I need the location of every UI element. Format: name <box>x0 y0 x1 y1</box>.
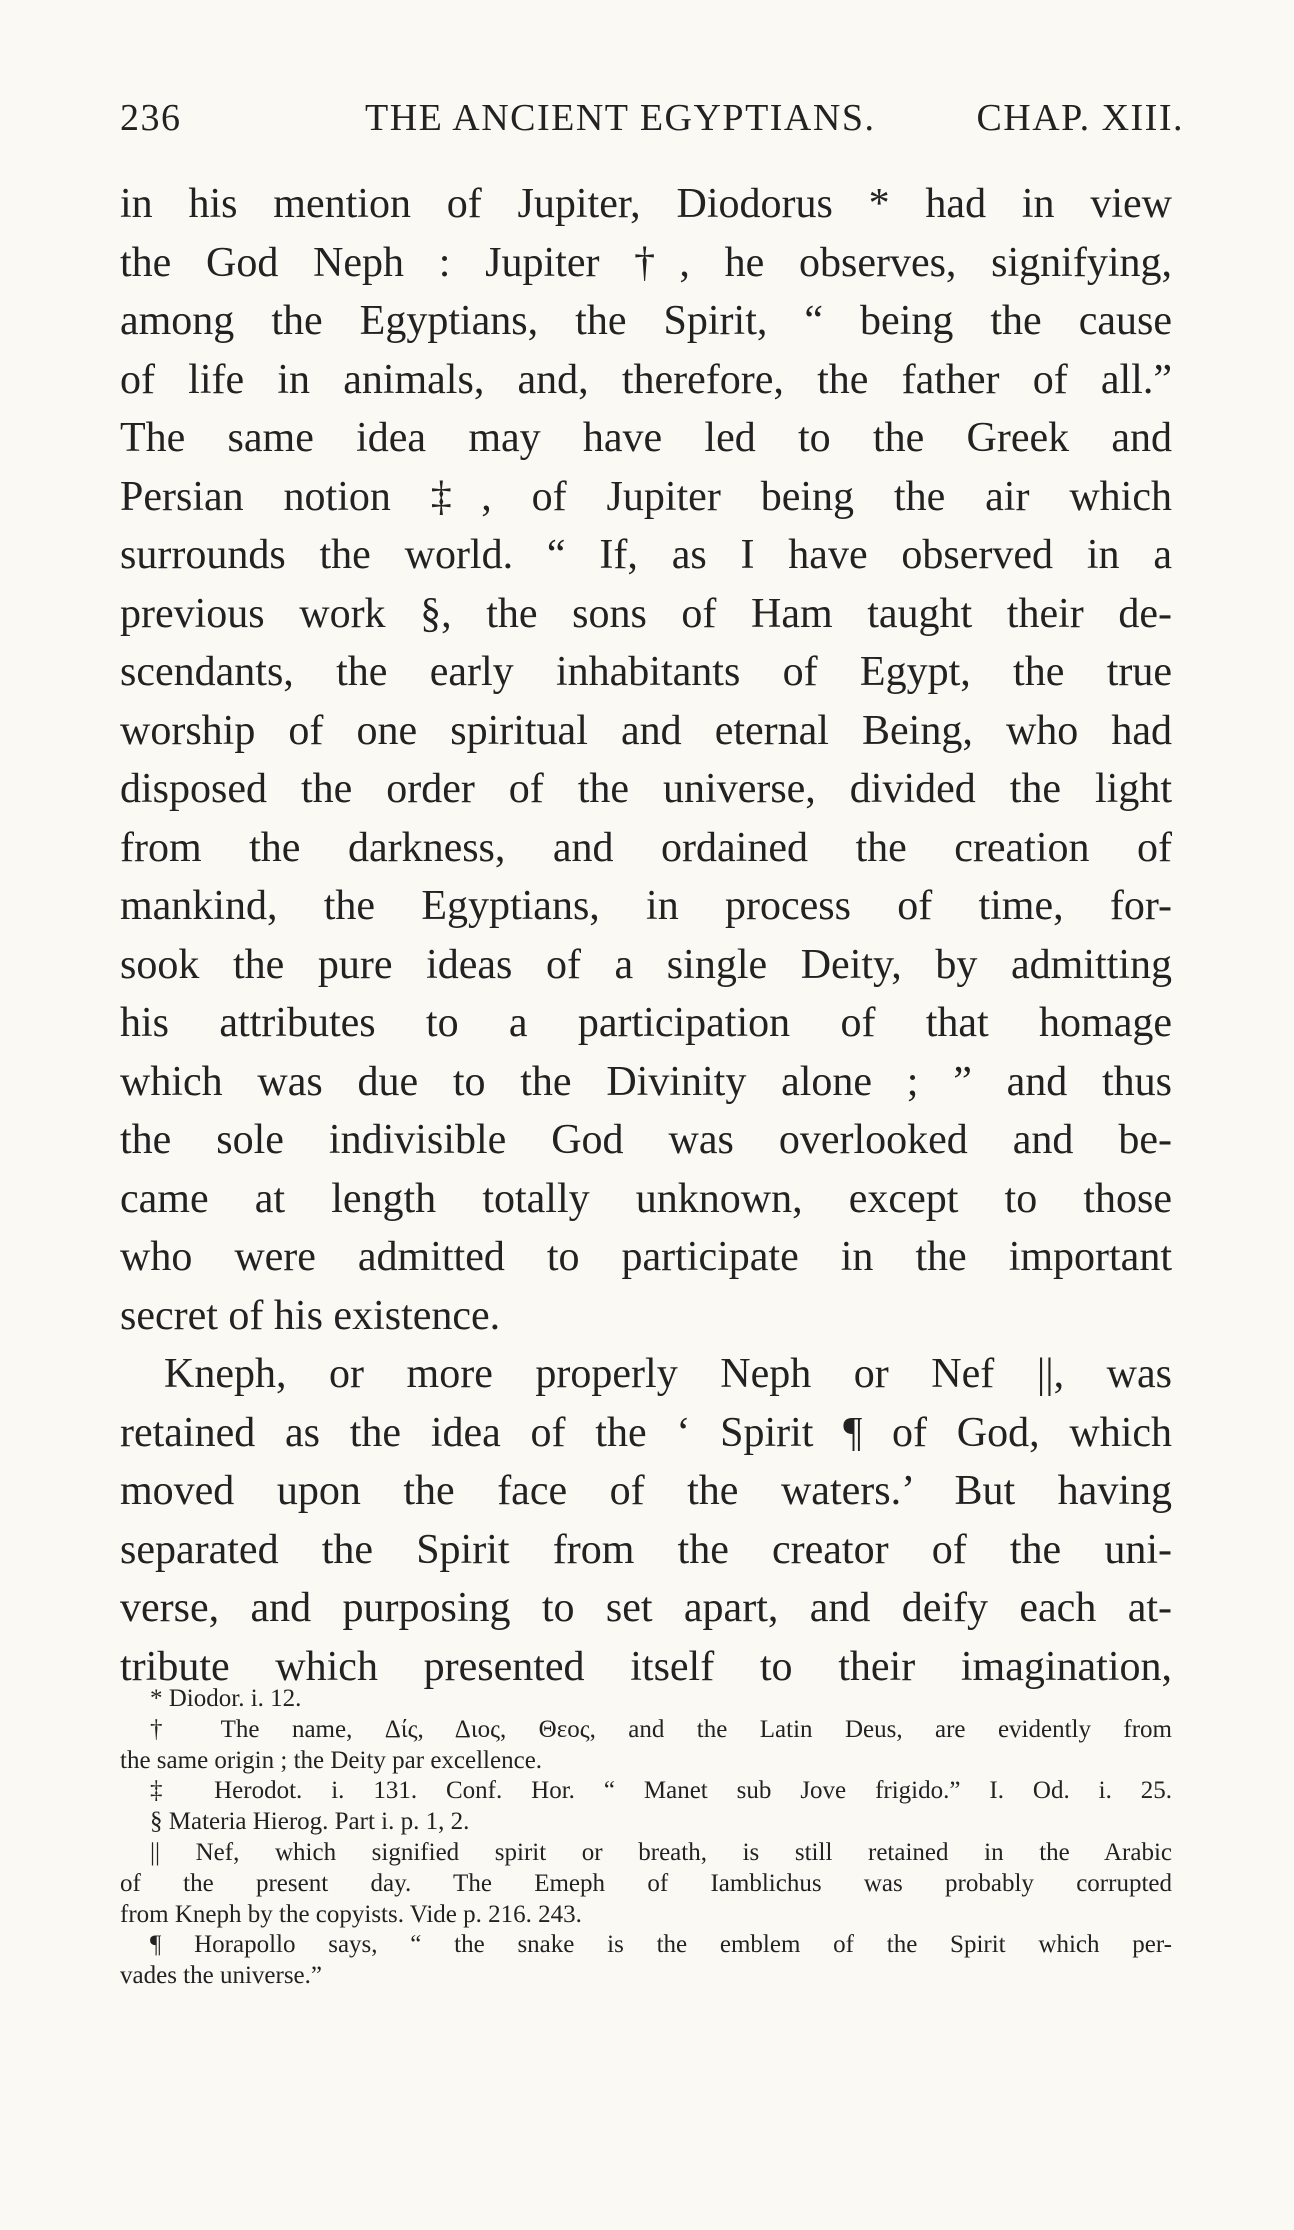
text-line: tribute which presented itself to their imagination, <box>120 1643 1172 1690</box>
text-line: his attributes to a participation of that homage <box>120 1000 1172 1046</box>
text-line: among the Egyptians, the Spirit, “ being the cause <box>120 298 1172 344</box>
text-line: scendants, the early inhabitants of Egypt, the true <box>120 649 1172 695</box>
footnote-line: || Nef, which signified spirit or breath, is still retained in the Arabic <box>150 1838 1172 1866</box>
text-line: mankind, the Egyptians, in process of time, for- <box>120 883 1172 929</box>
text-line: verse, and purposing to set apart, and deify each at- <box>120 1585 1172 1631</box>
text-line: in his mention of Jupiter, Diodorus * had in view <box>120 181 1172 227</box>
text-line: which was due to the Divinity alone ; ” and thus <box>120 1058 1172 1105</box>
footnote-line: § Materia Hierog. Part i. p. 1, 2. <box>150 1808 470 1836</box>
running-title: THE ANCIENT EGYPTIANS. <box>365 97 876 139</box>
footnote-line: † The name, Δίς, Διος, Θεος, and the Latin Deus, are evidently from <box>150 1715 1172 1743</box>
text-line: retained as the idea of the ‘ Spirit ¶ of God, which <box>120 1409 1172 1456</box>
footnote-line: from Kneph by the copyists. Vide p. 216. 243. <box>120 1900 582 1928</box>
footnote-line: ‡ Herodot. i. 131. Conf. Hor. “ Manet sub Jove frigido.” I. Od. i. 25. <box>150 1777 1172 1805</box>
footnote-line: * Diodor. i. 12. <box>150 1685 302 1712</box>
footnote-line: the same origin ; the Deity par excellence. <box>120 1746 543 1774</box>
footnotes <box>120 1684 1172 1992</box>
chapter-label: CHAP. XIII. <box>976 97 1184 139</box>
text-line: Kneph, or more properly Neph or Nef ||, was <box>164 1351 1172 1397</box>
text-line: worship of one spiritual and eternal Being, who had <box>120 707 1172 754</box>
text-line: sook the pure ideas of a single Deity, by admitting <box>120 941 1172 988</box>
running-header <box>120 96 1184 144</box>
text-line: separated the Spirit from the creator of the uni- <box>120 1526 1172 1573</box>
footnote-line: vades the universe.” <box>120 1962 323 1990</box>
text-line: came at length totally unknown, except to those <box>120 1175 1172 1222</box>
footnote-line: ¶ Horapollo says, “ the snake is the emblem of the Spirit which per- <box>150 1931 1172 1959</box>
main-text <box>120 175 1172 1696</box>
text-line: moved upon the face of the waters.’ But having <box>120 1468 1172 1514</box>
text-line: surrounds the world. “ If, as I have observed in a <box>120 532 1172 578</box>
text-line: of life in animals, and, therefore, the father of all.” <box>120 356 1172 403</box>
text-line: from the darkness, and ordained the creation of <box>120 824 1172 871</box>
page-number: 236 <box>120 97 182 139</box>
text-line: disposed the order of the universe, divided the light <box>120 766 1172 812</box>
text-line: who were admitted to participate in the important <box>120 1234 1172 1280</box>
text-line: the sole indivisible God was overlooked and be- <box>120 1117 1172 1163</box>
text-line: secret of his existence. <box>120 1292 501 1339</box>
text-line: The same idea may have led to the Greek and <box>120 415 1172 461</box>
text-line: Persian notion ‡, of Jupiter being the air which <box>120 473 1172 520</box>
text-line: previous work §, the sons of Ham taught their de- <box>120 590 1172 637</box>
footnote-line: of the present day. The Emeph of Iamblichus was probably corrupted <box>120 1869 1172 1897</box>
text-line: the God Neph : Jupiter †, he observes, signifying, <box>120 239 1172 286</box>
